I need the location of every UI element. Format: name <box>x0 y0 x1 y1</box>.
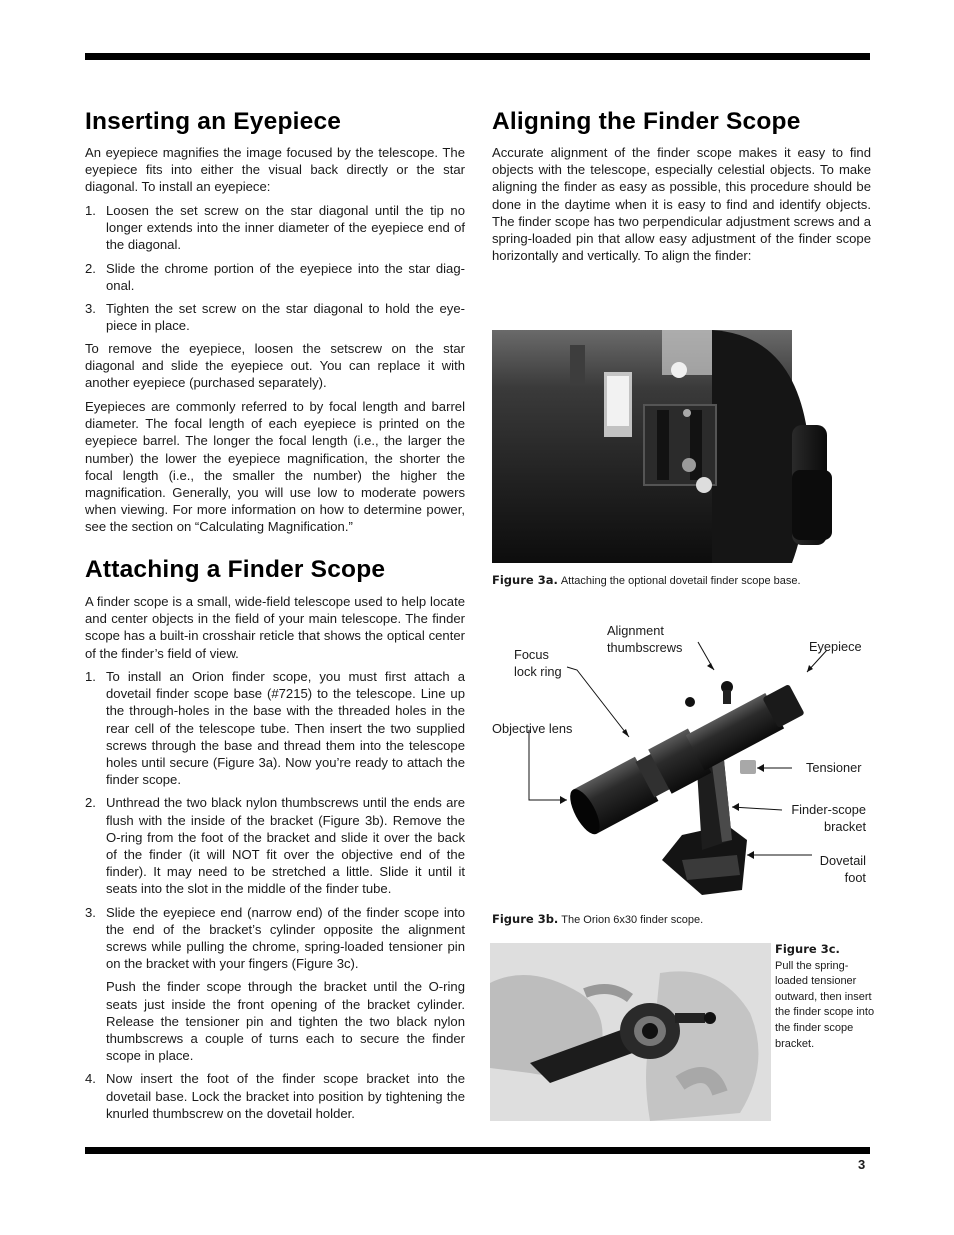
align-heading: Aligning the Finder Scope <box>492 108 801 135</box>
hands-finder-image <box>490 943 771 1121</box>
callout-tensioner: Tensioner <box>806 760 862 775</box>
list-item: 2. Unthread the two black nylon thumbscrews until the ends are flush with the inside of the bracket (Figure 3b). Remove the O-ring from the foot of the bracket and slide it over the back of the finder (it will NOT fit over the objective end of the finder). It may need to be stretched a little. Slide it until it seats into the slot in the middle of the finder tube. <box>85 795 465 897</box>
bottom-rule <box>85 1147 870 1154</box>
finder-intro: A finder scope is a small, wide-field telescope used to help locate and center objects in the field of your main telescope. The finder scope has a built-in crosshair reticle that shows the optical center of the finder’s field of view. <box>85 594 465 661</box>
finder-steps <box>85 668 465 1128</box>
telescope-tube-image <box>492 310 848 563</box>
list-item: 1. Loosen the set screw on the star diagonal until the tip no longer extends into the inner diameter of the eyepiece end of the diagonal. <box>85 203 465 253</box>
eyepiece-remove-paragraph: To remove the eyepiece, loosen the setscrew on the star diagonal and slide the eyepiece out. You can replace it with another eyepiece (purchased separately). <box>85 341 465 391</box>
callout-alignment-thumbscrews: Alignment thumbscrews <box>607 623 683 655</box>
align-intro: Accurate alignment of the finder scope makes it easy to find objects with the telescope, especially celestial objects. To make aligning the finder as easy as possible, this procedure should be done in the daytime when it is easy to find and identify objects. The finder scope has two perpendicular adjustment screws and a spring-loaded pin that allow easy adjustment of the finder scope horizontally and vertically. To align the finder: <box>492 145 871 264</box>
callout-finder-scope-bracket: Finder-scope bracket <box>791 802 866 834</box>
finder-heading: Attaching a Finder Scope <box>85 556 386 583</box>
list-item: 4. Now insert the foot of the finder scope bracket into the dovetail base. Lock the bracket into position by tightening the knurled thumbscrew on the dovetail holder. <box>85 1071 465 1121</box>
eyepiece-steps <box>85 202 465 340</box>
top-rule <box>85 53 870 60</box>
eyepiece-intro: An eyepiece magnifies the image focused by the telescope. The eyepiece fits into either the visual back directly or the star diagonal. To install an eyepiece: <box>85 145 465 195</box>
list-item: 3. Slide the eyepiece end (narrow end) of the finder scope into the end of the bracket’s cylinder opposite the alignment screws while pulling the chrome, spring-loaded tensioner pin on the bracket with your fingers (Figure 3c). Push the finder scope through the bracket until the O-ring seats just inside the front opening of the bracket cylinder. Release the tensioner pin and tighten the two black nylon thumbscrews a couple of turns each to secure the finder scope in place. <box>85 904 465 1064</box>
figure-3b-caption: Figure 3b. The Orion 6x30 finder scope. <box>492 912 704 926</box>
eyepiece-focal-paragraph: Eyepieces are commonly referred to by focal length and barrel diameter. The focal length of each eyepiece is printed on the eyepiece barrel. The longer the focal length (i.e., the larger the number) the lower the eyepiece magnification, the shorter the focal length (i.e., the smaller the number) the higher the magnification. Generally, you will use low to moderate powers when viewing. For more information on how to determine power, see the section on “Calculating Magnification.” <box>85 399 465 535</box>
figure-3a-caption: Figure 3a. Attaching the optional dovetail finder scope base. <box>492 573 801 587</box>
callout-objective-lens: Objective lens <box>492 721 573 736</box>
eyepiece-heading: Inserting an Eyepiece <box>85 108 342 135</box>
page-number: 3 <box>858 1157 866 1172</box>
figure-3c-photo <box>490 943 771 1121</box>
callout-eyepiece: Eyepiece <box>809 639 862 654</box>
list-item: 3. Tighten the set screw on the star diagonal to hold the eyepiece in place. <box>85 301 465 334</box>
list-item: 2. Slide the chrome portion of the eyepiece into the star diagonal. <box>85 260 465 293</box>
figure-3c-caption: Figure 3c. Pull the spring-loaded tensioner outward, then insert the finder scope into the finder scope bracket. <box>775 942 875 1050</box>
callout-focus-lock-ring: Focus lock ring <box>514 647 562 679</box>
callout-dovetail-foot: Dovetail foot <box>819 853 866 885</box>
figure-3a-photo <box>492 310 848 563</box>
list-item: 1. To install an Orion finder scope, you must first attach a dovetail finder scope base (#7215) to the telescope. Line up the through-holes in the base with the threaded holes in the rear cell of the telescope tube. Then insert the two supplied screws through the base and thread them into the telescope holes until secure (Figure 3a). Now you’re ready to attach the finder scope. <box>85 669 465 788</box>
